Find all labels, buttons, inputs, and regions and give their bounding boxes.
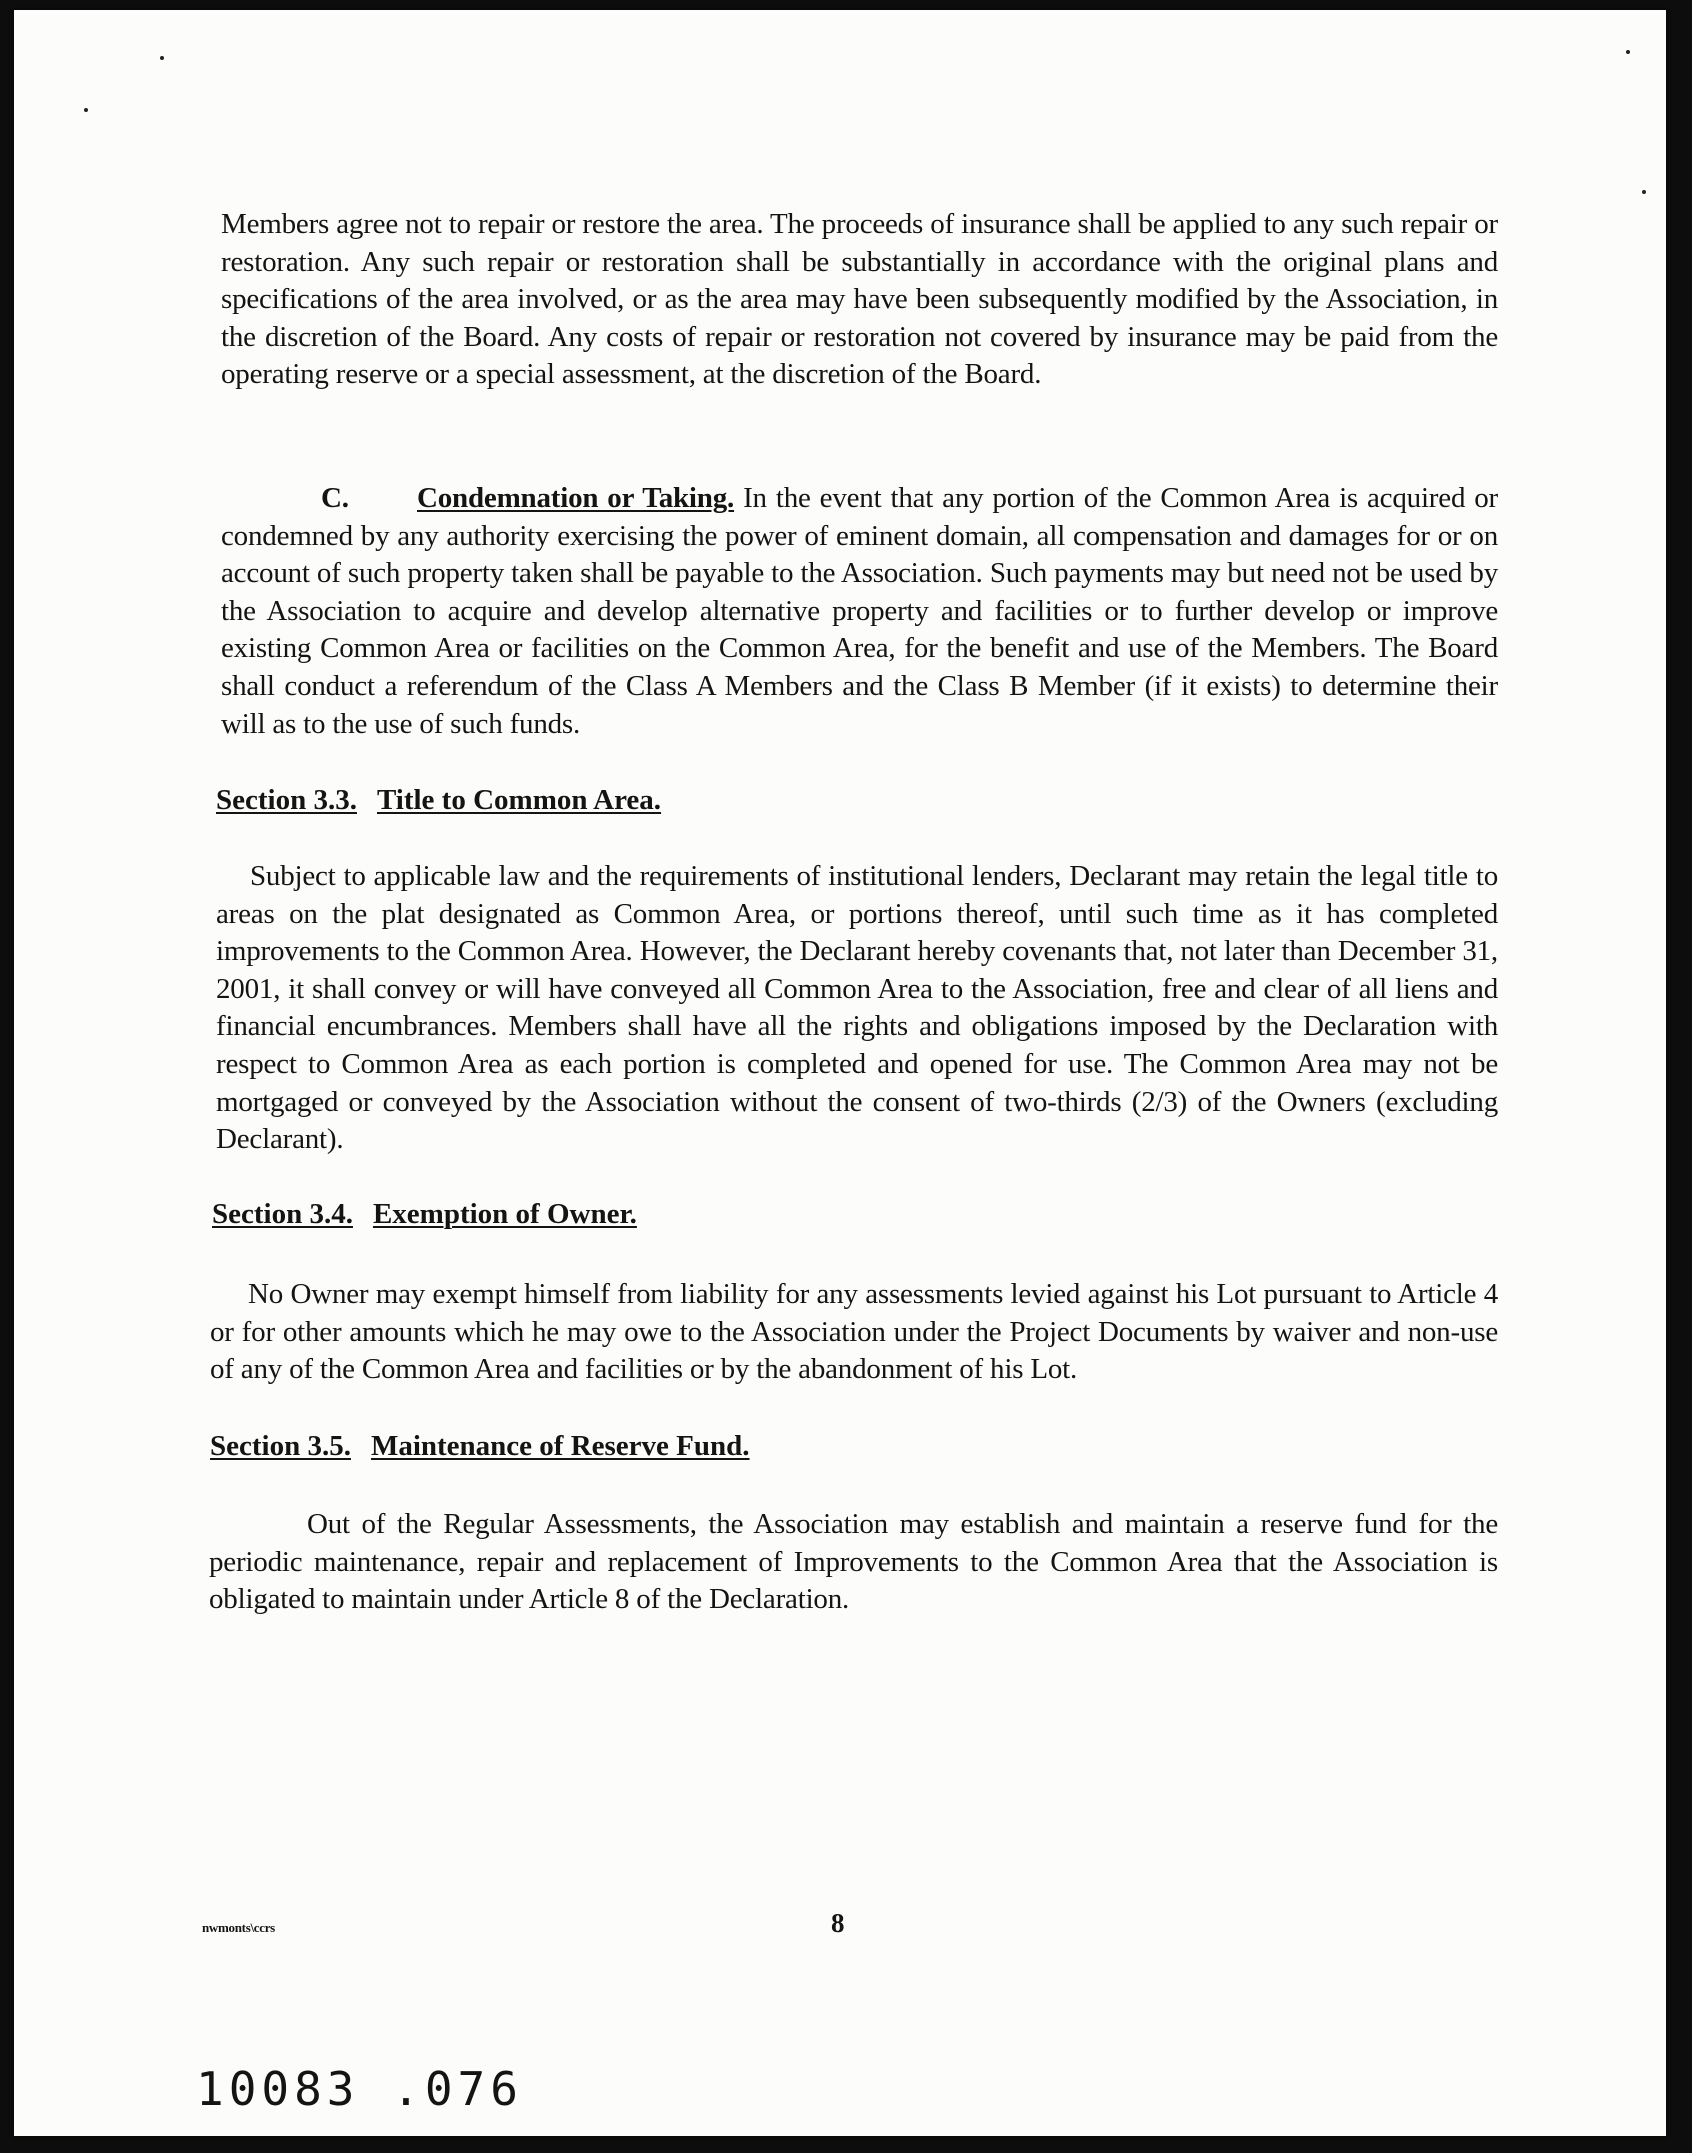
scan-speck — [160, 56, 164, 60]
section-3-3-title: Title to Common Area. — [376, 784, 662, 816]
document-number: 10083 .076 — [196, 2062, 523, 2116]
section-3-4-number: Section 3.4. — [212, 1198, 353, 1230]
scan-speck — [1642, 190, 1646, 194]
section-3-4-heading — [212, 1198, 637, 1231]
scan-speck — [1626, 50, 1630, 54]
section-3-3-number: Section 3.3. — [216, 784, 357, 816]
scan-speck — [84, 108, 88, 112]
section-3-3-heading — [216, 784, 661, 817]
subsection-c-body: In the event that any portion of the Common Area is acquired or condemned by any authority exercising the power of eminent domain, all compensation and damages for or on account of such property taken shall be payable to the Association. Such payments may but need not be used by the Association to acquire and develop alternative property and facilities or to further develop or improve existing Common Area or facilities on the Common Area, for the benefit and use of the Members. The Board shall conduct a referendum of the Class A Members and the Class B Member (if it exists) to determine their will as to the use of such funds. — [221, 482, 1498, 740]
subsection-c-paragraph — [221, 480, 1498, 743]
subsection-c-title: Condemnation or Taking. — [417, 482, 735, 514]
section-3-5-number: Section 3.5. — [210, 1430, 351, 1462]
section-3-5-title: Maintenance of Reserve Fund. — [370, 1430, 750, 1462]
section-3-3-body: Subject to applicable law and the requirements of institutional lenders, Declarant may retain the legal title to areas on the plat designated as Common Area, or portions thereof, until such time as it has completed improvements to the Common Area. However, the Declarant hereby covenants that, not later than December 31, 2001, it shall convey or will have conveyed all Common Area to the Association, free and clear of all liens and financial encumbrances. Members shall have all the rights and obligations imposed by the Declaration with respect to Common Area as each portion is completed and opened for use. The Common Area may not be mortgaged or conveyed by the Association without the consent of two-thirds (2/3) of the Owners (excluding Declarant). — [216, 860, 1498, 1156]
section-3-5-body: Out of the Regular Assessments, the Association may establish and maintain a reserve fund for the periodic maintenance, repair and replacement of Improvements to the Common Area that the Association is obligated to maintain under Article 8 of the Declaration. — [209, 1508, 1498, 1616]
section-3-4-body: No Owner may exempt himself from liability for any assessments levied against his Lot pursuant to Article 4 or for other amounts which he may owe to the Association under the Project Documents by waiver and non-use of any of the Common Area and facilities or by the abandonment of his Lot. — [210, 1278, 1498, 1386]
page-number: 8 — [831, 1908, 845, 1938]
document-page — [14, 10, 1666, 2136]
continuation-paragraph: Members agree not to repair or restore the area. The proceeds of insurance shall be applied to any such repair or restoration. Any such repair or restoration shall be substantially in accordance with the original plans and specifications of the area involved, or as the area may have been subsequently modified by the Association, in the discretion of the Board. Any costs of repair or restoration not covered by insurance may be paid from the operating reserve or a special assessment, at the discretion of the Board. — [221, 208, 1498, 391]
subsection-c-label: C. — [321, 482, 349, 514]
section-3-4-title: Exemption of Owner. — [372, 1198, 637, 1230]
footer-file-code: nwmonts\ccrs — [202, 1920, 275, 1935]
section-3-5-heading — [210, 1430, 750, 1463]
